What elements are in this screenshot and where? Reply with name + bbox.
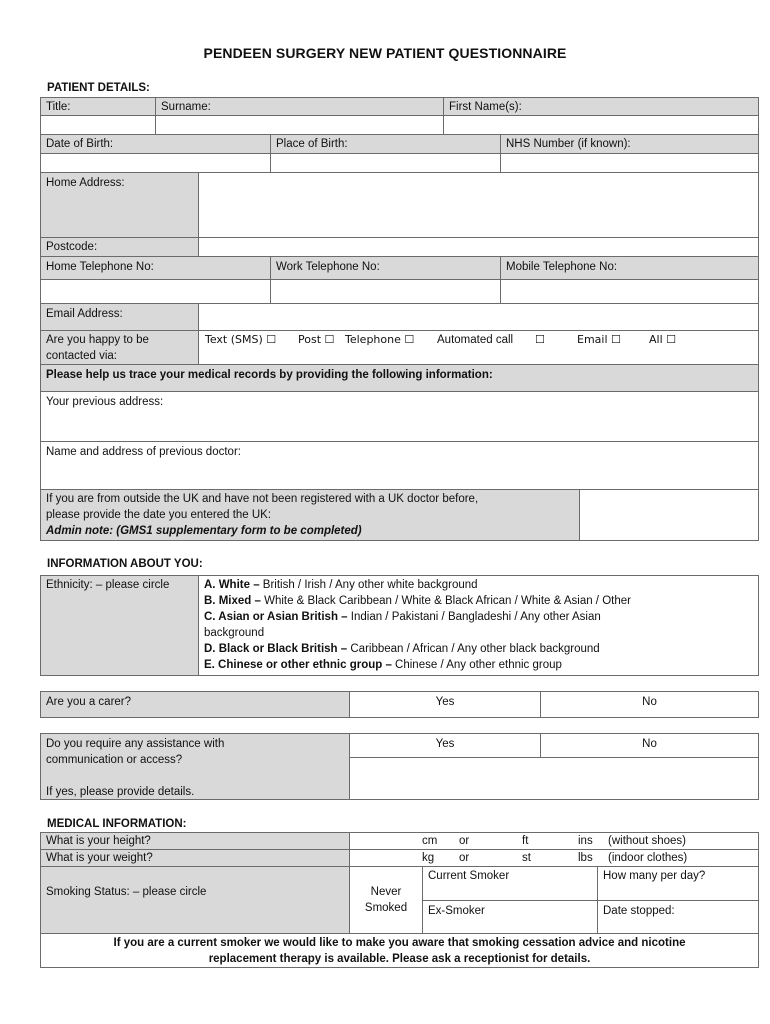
carer-yes-option[interactable]: Yes — [349, 691, 541, 718]
smoking-label: Smoking Status: – please circle — [40, 866, 350, 934]
date-entered-uk-field[interactable] — [579, 489, 759, 541]
surname-label: Surname: — [155, 97, 444, 116]
patient-details-heading: PATIENT DETAILS: — [47, 82, 150, 94]
mobile-telephone-field[interactable] — [500, 279, 759, 304]
home-telephone-label: Home Telephone No: — [40, 256, 271, 280]
work-telephone-field[interactable] — [270, 279, 501, 304]
assistance-label: Do you require any assistance with communication or access? If yes, please provide details. — [40, 733, 350, 800]
contact-email-checkbox[interactable]: Email ☐ — [577, 333, 621, 346]
previous-doctor-label: Name and address of previous doctor: — [46, 446, 241, 458]
contact-telephone-checkbox[interactable]: Telephone ☐ — [345, 333, 415, 346]
postcode-field[interactable] — [198, 237, 759, 257]
assistance-no-option[interactable]: No — [540, 733, 759, 758]
home-telephone-field[interactable] — [40, 279, 271, 304]
contact-preference-label: Are you happy to be contacted via: — [40, 330, 199, 365]
date-stopped-field[interactable] — [597, 900, 759, 934]
home-address-field[interactable] — [198, 172, 759, 238]
page-title: PENDEEN SURGERY NEW PATIENT QUESTIONNAIRE — [203, 45, 567, 61]
height-field[interactable]: cm or ft ins (without shoes) — [349, 832, 759, 850]
title-label: Title: — [40, 97, 156, 116]
previous-address-label: Your previous address: — [46, 396, 164, 408]
ethnicity-options — [198, 575, 759, 676]
ethnicity-option-e[interactable]: E. Chinese or other ethnic group – Chinese / Any other ethnic group — [204, 659, 562, 671]
place-of-birth-label: Place of Birth: — [270, 134, 501, 154]
email-label: Email Address: — [40, 303, 199, 331]
records-heading: Please help us trace your medical records by providing the following information: — [40, 364, 759, 392]
how-many-per-day-label: How many per day? — [603, 870, 706, 882]
contact-sms-checkbox[interactable]: Text (SMS) ☐ — [205, 333, 277, 346]
previous-doctor-field[interactable] — [40, 441, 759, 490]
ethnicity-option-c[interactable]: C. Asian or Asian British – Indian / Pakistani / Bangladeshi / Any other Asian — [204, 611, 601, 623]
contact-preference-options — [198, 330, 759, 365]
assistance-details-label: If yes, please provide details. — [46, 786, 195, 798]
nhs-number-field[interactable] — [500, 153, 759, 173]
contact-automated-checkbox[interactable]: ☐ — [535, 333, 545, 346]
admin-note: Admin note: (GMS1 supplementary form to be completed) — [46, 525, 362, 537]
place-of-birth-field[interactable] — [270, 153, 501, 173]
ethnicity-option-d[interactable]: D. Black or Black British – Caribbean / African / Any other black background — [204, 643, 600, 655]
assistance-details-field[interactable] — [349, 757, 759, 800]
carer-no-option[interactable]: No — [540, 691, 759, 718]
current-smoker-option[interactable]: Current Smoker — [422, 866, 598, 901]
dob-label: Date of Birth: — [40, 134, 271, 154]
smoking-cessation-notice: If you are a current smoker we would like to make you aware that smoking cessation advice and nicotine replacement therapy is available. Please ask a receptionist for details. — [40, 933, 759, 968]
previous-address-field[interactable] — [40, 391, 759, 442]
contact-all-checkbox[interactable]: All ☐ — [649, 333, 676, 346]
home-address-label: Home Address: — [40, 172, 199, 238]
medical-heading: MEDICAL INFORMATION: — [47, 818, 187, 830]
contact-automated-label: Automated call — [437, 334, 514, 346]
ex-smoker-option[interactable]: Ex-Smoker — [422, 900, 598, 934]
mobile-telephone-label: Mobile Telephone No: — [500, 256, 759, 280]
title-field[interactable] — [40, 115, 156, 135]
contact-post-checkbox[interactable]: Post ☐ — [298, 333, 335, 346]
ethnicity-label: Ethnicity: – please circle — [40, 575, 199, 676]
dob-field[interactable] — [40, 153, 271, 173]
first-name-field[interactable] — [443, 115, 759, 135]
ethnicity-option-c-continued: background — [204, 627, 265, 639]
cigarettes-per-day-field[interactable] — [597, 866, 759, 901]
surname-field[interactable] — [155, 115, 444, 135]
about-you-heading: INFORMATION ABOUT YOU: — [47, 558, 203, 570]
ethnicity-option-a[interactable]: A. White – British / Irish / Any other white background — [204, 579, 478, 591]
nhs-number-label: NHS Number (if known): — [500, 134, 759, 154]
date-stopped-label: Date stopped: — [603, 905, 675, 917]
work-telephone-label: Work Telephone No: — [270, 256, 501, 280]
weight-field[interactable]: kg or st lbs (indoor clothes) — [349, 849, 759, 867]
assistance-yes-option[interactable]: Yes — [349, 733, 541, 758]
ethnicity-option-b[interactable]: B. Mixed – White & Black Caribbean / White & Black African / White & Asian / Other — [204, 595, 631, 607]
carer-label: Are you a carer? — [40, 691, 350, 718]
first-name-label: First Name(s): — [443, 97, 759, 116]
never-smoked-option[interactable]: Never Smoked — [349, 866, 423, 934]
email-field[interactable] — [198, 303, 759, 331]
weight-label: What is your weight? — [40, 849, 350, 867]
height-label: What is your height? — [40, 832, 350, 850]
outside-uk-label: If you are from outside the UK and have not been registered with a UK doctor before, please provide the date you entered the UK: Admin note: (GMS1 supplementary form to be completed) — [40, 489, 580, 541]
postcode-label: Postcode: — [40, 237, 199, 257]
